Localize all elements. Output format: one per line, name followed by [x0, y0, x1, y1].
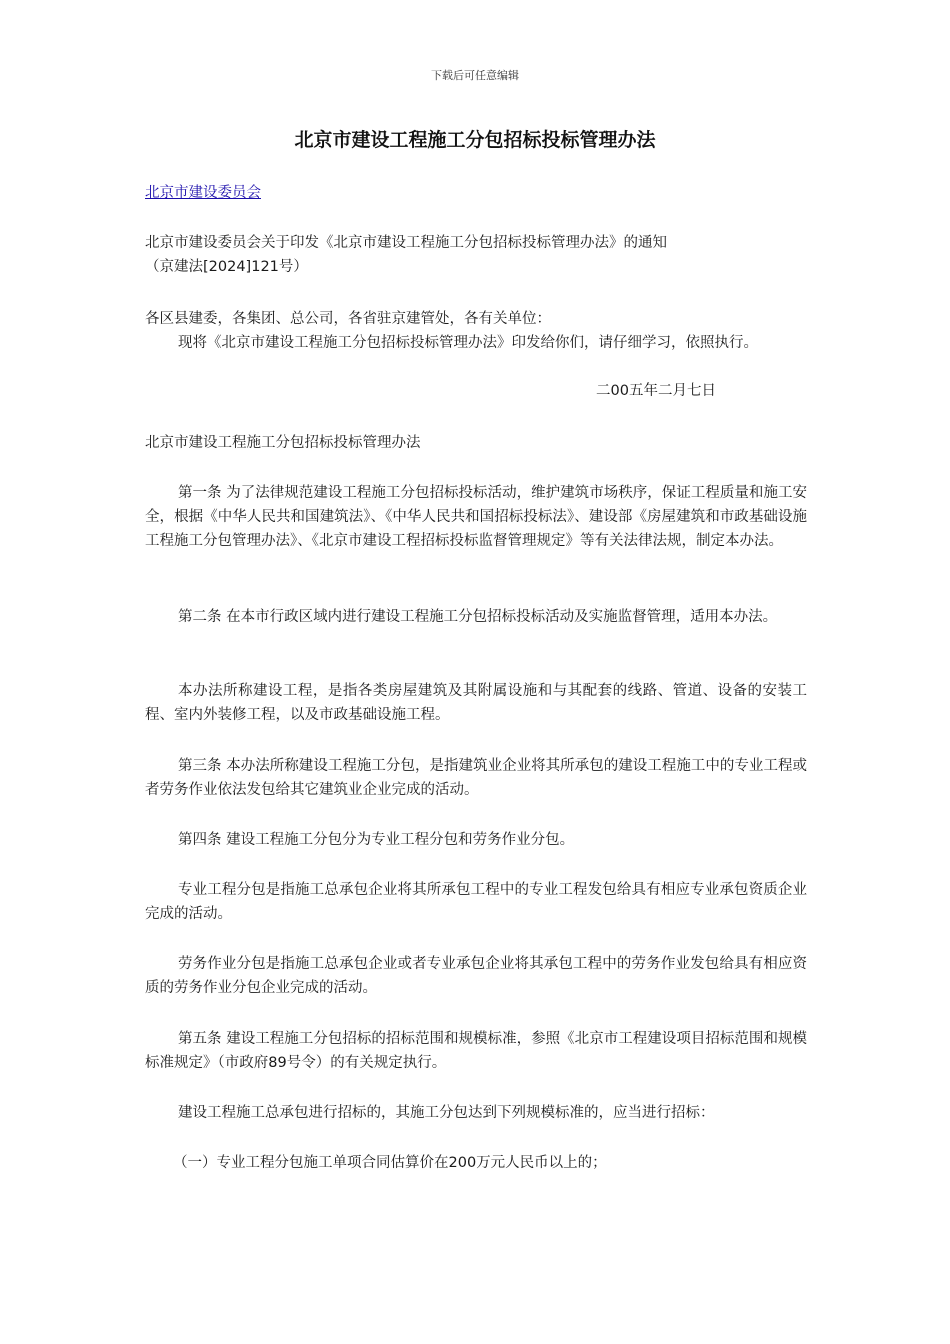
document-title: 北京市建设工程施工分包招标投标管理办法 [294, 129, 656, 151]
article-2-definition: 本办法所称建设工程，是指各类房屋建筑及其附属设施和与其配套的线路、管道、设备的安装工程、室内外装修工程，以及市政基础设施工程。 [145, 683, 807, 723]
article-3: 第三条 本办法所称建设工程施工分包，是指建筑业企业将其所承包的建设工程施工中的专业工程或者劳务作业依法发包给其它建筑业企业完成的活动。 [145, 758, 807, 798]
notice-date: 二00五年二月七日 [596, 383, 716, 399]
notice-title: 北京市建设委员会关于印发《北京市建设工程施工分包招标投标管理办法》的通知 [145, 235, 667, 251]
article-4-labor: 劳务作业分包是指施工总承包企业或者专业承包企业将其承包工程中的劳务作业发包给具有相应资质的劳务作业分包企业完成的活动。 [145, 956, 807, 996]
article-4: 第四条 建设工程施工分包分为专业工程分包和劳务作业分包。 [178, 832, 575, 848]
article-5-scale: 建设工程施工总承包进行招标的，其施工分包达到下列规模标准的，应当进行招标： [178, 1105, 715, 1121]
header-note: 下载后可任意编辑 [431, 69, 519, 82]
issuer-link-row [145, 181, 807, 205]
article-4-professional: 专业工程分包是指施工总承包企业将其所承包工程中的专业工程发包给具有相应专业承包资质企业完成的活动。 [145, 882, 807, 922]
recipients: 各区县建委，各集团、总公司，各省驻京建管处，各有关单位： [145, 311, 551, 327]
issuer-link[interactable]: 北京市建设委员会 [145, 185, 261, 201]
article-1: 第一条 为了法律规范建设工程施工分包招标投标活动，维护建筑市场秩序，保证工程质量和施工安全，根据《中华人民共和国建筑法》、《中华人民共和国招标投标法》、建设部《房屋建筑和市政基础设施工程施工分包管理办法》、《北京市建设工程招标投标监督管理规定》等有关法律法规，制定本办法。 [145, 485, 807, 549]
article-5: 第五条 建设工程施工分包招标的招标范围和规模标准，参照《北京市工程建设项目招标范围和规模标准规定》（市政府89号令）的有关规定执行。 [145, 1031, 807, 1071]
article-2: 第二条 在本市行政区域内进行建设工程施工分包招标投标活动及实施监督管理，适用本办法。 [178, 609, 778, 625]
article-5-item-1: （一）专业工程分包施工单项合同估算价在200万元人民币以上的； [173, 1155, 607, 1171]
section-subtitle: 北京市建设工程施工分包招标投标管理办法 [145, 435, 421, 451]
notice-doc-number: （京建法[2024]121号） [145, 259, 308, 275]
intro-paragraph: 现将《北京市建设工程施工分包招标投标管理办法》印发给你们，请仔细学习，依照执行。 [178, 335, 758, 351]
